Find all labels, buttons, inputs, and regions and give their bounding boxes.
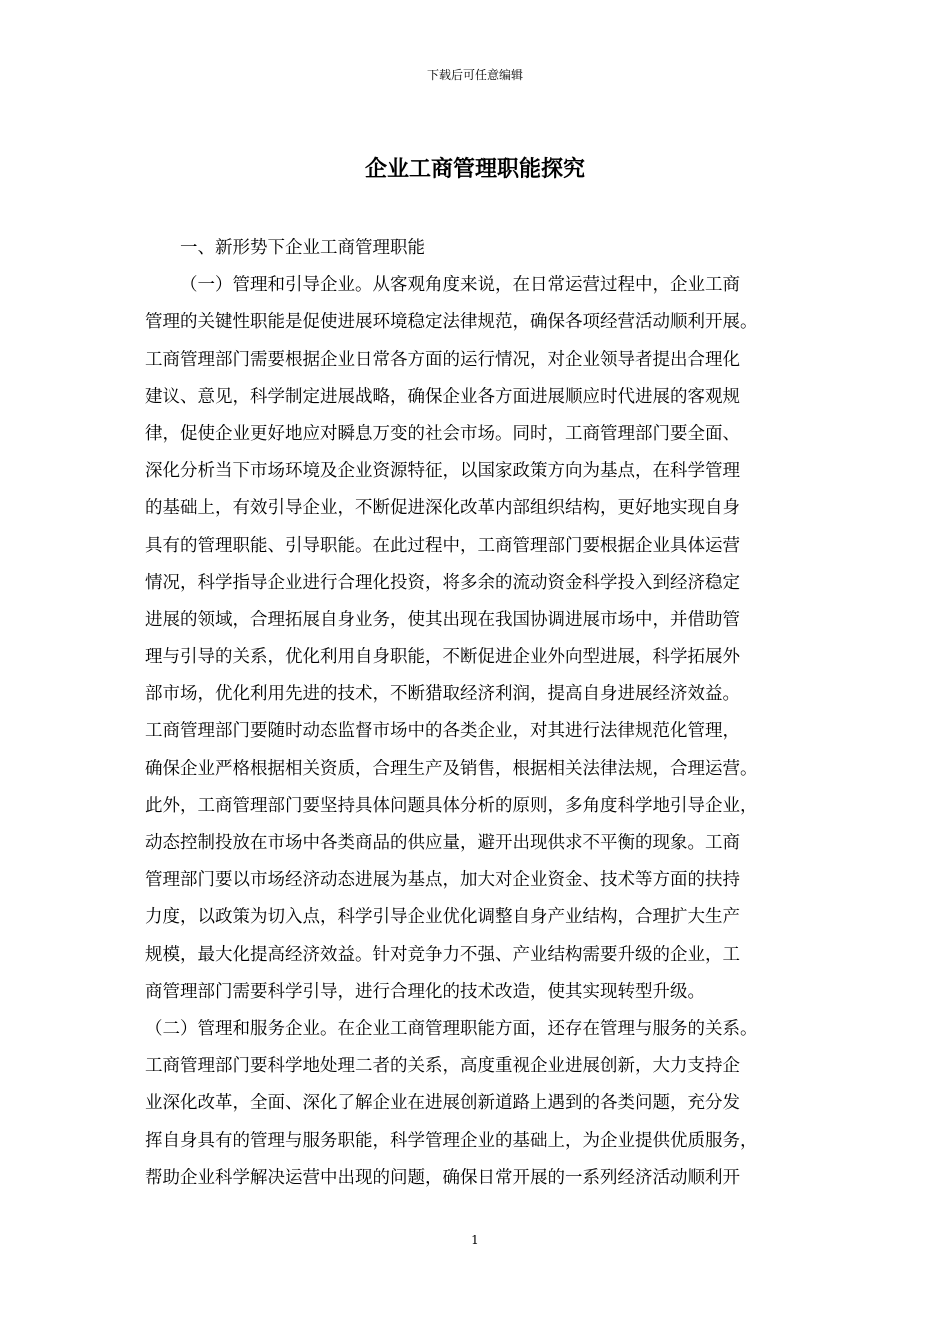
paragraph-line: （二）管理和服务企业。在企业工商管理职能方面，还存在管理与服务的关系。 [145,1018,758,1039]
document-title: 企业工商管理职能探究 [364,156,585,182]
paragraph-line: 建议、意见，科学制定进展战略，确保企业各方面进展顺应时代进展的客观规 [145,386,740,407]
paragraph-line: 力度，以政策为切入点，科学引导企业优化调整自身产业结构，合理扩大生产 [145,907,740,928]
paragraph-line: 动态控制投放在市场中各类商品的供应量，避开出现供求不平衡的现象。工商 [145,833,740,853]
paragraph-line: 工商管理部门要随时动态监督市场中的各类企业，对其进行法律规范化管理， [145,721,740,742]
header-note: 下载后可任意编辑 [426,68,523,82]
paragraph-line: 律，促使企业更好地应对瞬息万变的社会市场。同时，工商管理部门要全面、 [145,423,740,444]
paragraph-line: 部市场，优化利用先进的技术，不断猎取经济利润，提高自身进展经济效益。 [145,684,740,705]
paragraph-line: 管理部门要以市场经济动态进展为基点，加大对企业资金、技术等方面的扶持 [145,870,740,891]
paragraph-line: 深化分析当下市场环境及企业资源特征，以国家政策方向为基点，在科学管理 [145,461,740,482]
paragraph-line: 进展的领域，合理拓展自身业务，使其出现在我国协调进展市场中，并借助管 [145,609,740,630]
paragraph-line: 挥自身具有的管理与服务职能，科学管理企业的基础上，为企业提供优质服务， [145,1130,758,1151]
paragraph-line: 情况，科学指导企业进行合理化投资，将多余的流动资金科学投入到经济稳定 [145,572,740,593]
paragraph-line: 商管理部门需要科学引导，进行合理化的技术改造，使其实现转型升级。 [145,981,705,1002]
paragraph-line: 帮助企业科学解决运营中出现的问题，确保日常开展的一系列经济活动顺利开 [145,1167,740,1188]
paragraph-line: 此外，工商管理部门要坚持具体问题具体分析的原则，多角度科学地引导企业， [145,795,758,816]
paragraph-line: （一）管理和引导企业。从客观角度来说，在日常运营过程中，企业工商 [180,275,740,296]
document-body [145,230,825,1197]
paragraph-line: 业深化改革，全面、深化了解企业在进展创新道路上遇到的各类问题，充分发 [145,1093,740,1114]
paragraph-line: 理与引导的关系，优化利用自身职能，不断促进企业外向型进展，科学拓展外 [145,647,740,668]
paragraph-line: 的基础上，有效引导企业，不断促进深化改革内部组织结构，更好地实现自身 [145,498,740,519]
paragraph-line: 规模，最大化提高经济效益。针对竞争力不强、产业结构需要升级的企业，工 [145,944,740,965]
paragraph-line: 确保企业严格根据相关资质，合理生产及销售，根据相关法律法规，合理运营。 [145,758,758,779]
paragraph-line: 工商管理部门要科学地处理二者的关系，高度重视企业进展创新，大力支持企 [145,1056,740,1077]
section-heading-1: 一、新形势下企业工商管理职能 [180,238,425,258]
page-number: 1 [471,1233,479,1247]
paragraph-line: 具有的管理职能、引导职能。在此过程中，工商管理部门要根据企业具体运营 [145,535,740,556]
paragraph-line: 工商管理部门需要根据企业日常各方面的运行情况，对企业领导者提出合理化 [145,349,740,370]
paragraph-line: 管理的关键性职能是促使进展环境稳定法律规范，确保各项经营活动顺利开展。 [145,312,758,333]
